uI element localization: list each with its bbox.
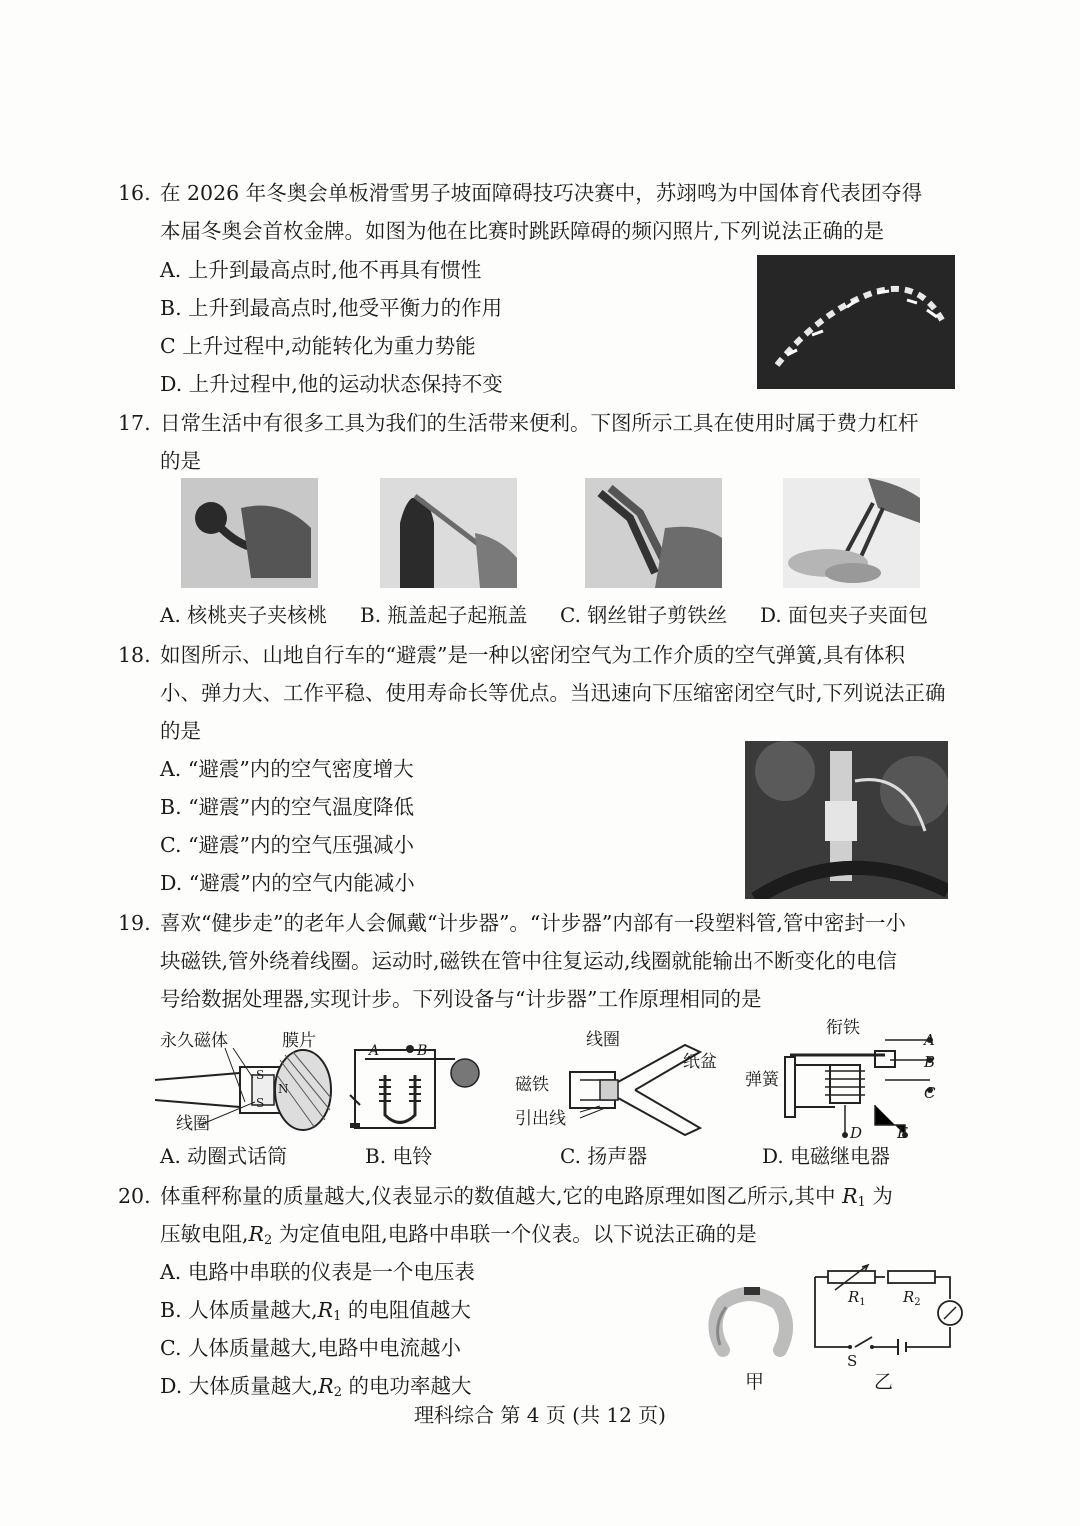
q20-option-d-end: 的电功率越大 (341, 1374, 472, 1398)
bike-suspension-photo (745, 741, 948, 899)
label-pole-s1: S (256, 1068, 265, 1082)
q18-option-d: D. “避震”内的空气内能减小 (160, 871, 415, 895)
label-magnet-c: 磁铁 (515, 1075, 549, 1095)
snowboard-strobe-photo (757, 255, 955, 389)
q19-stem-line3: 号给数据处理器,实现计步。下列设备与“计步器”工作原理相同的是 (160, 987, 762, 1011)
q20-option-b (160, 1296, 471, 1331)
q18-option-a: A. “避震”内的空气密度增大 (160, 757, 414, 781)
circuit-figure-yi (810, 1265, 960, 1355)
q19-stem-line2: 块磁铁,管外绕着线圈。运动时,磁铁在管中往复运动,线圈就能输出不断变化的电信 (160, 949, 898, 973)
label-permanent-magnet: 永久磁体 (160, 1031, 228, 1051)
q20-option-d-sub: 2 (333, 1385, 342, 1400)
q16-option-c: C 上升过程中,动能转化为重力势能 (160, 334, 476, 358)
q18-stem-line2: 小、弹力大、工作平稳、使用寿命长等优点。当迅速向下压缩密闭空气时,下列说法正确 (160, 681, 946, 705)
q20-stem-line2-end: 为定值电阻,电路中串联一个仪表。以下说法正确的是 (272, 1222, 757, 1246)
electric-bell-diagram (345, 1035, 485, 1135)
figure-label-jia: 甲 (745, 1371, 765, 1393)
label-spring: 弹簧 (745, 1070, 779, 1090)
label-relay-d: D (850, 1124, 863, 1142)
q19-stem-line1: 喜欢“健步走”的老年人会佩戴“计步器”。“计步器”内部有一段塑料管,管中密封一小 (160, 911, 906, 935)
q20-r2-symbol: R (248, 1222, 264, 1246)
q20-stem-line1-text: 体重秤称量的质量越大,仪表显示的数值越大,它的电路原理如图乙所示,其中 (160, 1184, 843, 1208)
q19-option-c: C. 扬声器 (560, 1144, 648, 1168)
label-diaphragm: 膜片 (282, 1031, 316, 1051)
q18-option-c: C. “避震”内的空气压强减小 (160, 833, 414, 857)
q17-stem-line1: 日常生活中有很多工具为我们的生活带来便利。下图所示工具在使用时属于费力杠杆 (160, 411, 919, 435)
label-point-b: B (417, 1043, 428, 1059)
bread-tongs-photo (783, 478, 920, 588)
label-pole-s2: S (256, 1096, 265, 1110)
q16-stem-line1: 在 2026 年冬奥会单板滑雪男子坡面障碍技巧决赛中，苏翊鸣为中国体育代表团夺得 (160, 181, 923, 205)
q16-stem-line2: 本届冬奥会首枚金牌。如图为他在比赛时跳跃障碍的频闪照片,下列说法正确的是 (160, 219, 885, 243)
q20-option-d-text: D. 大体质量越大, (160, 1374, 319, 1398)
q19-option-b: B. 电铃 (365, 1144, 433, 1168)
q20-option-b-r: R (317, 1298, 334, 1322)
label-relay-a: A (924, 1031, 935, 1049)
circuit-r2-symbol: R (903, 1288, 915, 1306)
label-relay-e: E (897, 1124, 908, 1142)
label-lead-wire: 引出线 (515, 1109, 566, 1129)
q20-stem-line1-end: 为 (865, 1184, 893, 1208)
walnut-cracker-photo (181, 478, 318, 588)
figure-label-yi: 乙 (874, 1371, 894, 1393)
label-point-a: A (369, 1043, 380, 1059)
q19-number: 19. (118, 911, 151, 935)
q17-option-d: D. 面包夹子夹面包 (760, 603, 929, 627)
q18-option-b: B. “避震”内的空气温度降低 (160, 795, 415, 819)
q17-number: 17. (118, 411, 151, 435)
q20-r1-symbol: R (842, 1184, 858, 1208)
q18-stem-line3: 的是 (160, 719, 201, 743)
label-coil-a: 线圈 (176, 1114, 210, 1134)
label-coil-c: 线圈 (586, 1030, 620, 1050)
q20-stem-line1 (160, 1182, 893, 1217)
label-relay-c: C (924, 1084, 936, 1102)
q20-number: 20. (118, 1184, 151, 1208)
circuit-switch-label: S (847, 1352, 858, 1370)
q17-option-c: C. 钢丝钳子剪铁丝 (560, 603, 728, 627)
page-footer: 理科综合 第 4 页 (共 12 页) (414, 1403, 666, 1427)
q16-option-d: D. 上升过程中,他的运动状态保持不变 (160, 372, 503, 396)
q20-option-b-text: B. 人体质量越大, (160, 1298, 318, 1322)
circuit-r1-symbol: R (848, 1288, 860, 1306)
circuit-r2-label (903, 1287, 921, 1313)
pliers-photo (585, 478, 722, 588)
q19-option-a: A. 动圈式话筒 (160, 1144, 288, 1168)
q17-option-a: A. 核桃夹子夹核桃 (160, 603, 328, 627)
label-relay-b: B (924, 1053, 936, 1071)
circuit-r1-subscript: 1 (859, 1297, 866, 1308)
label-armature: 衔铁 (826, 1018, 860, 1038)
q20-option-d-r: R (318, 1374, 334, 1398)
q20-stem-line2-text: 压敏电阻, (160, 1222, 249, 1246)
circuit-r1-label (848, 1287, 866, 1313)
q20-r2-subscript: 2 (263, 1233, 273, 1248)
q18-number: 18. (118, 643, 151, 667)
q20-option-b-end: 的电阻值越大 (341, 1298, 471, 1322)
label-pole-n: N (278, 1082, 289, 1096)
q17-option-b: B. 瓶盖起子起瓶盖 (360, 603, 528, 627)
q20-stem-line2 (160, 1220, 757, 1255)
q18-stem-line1: 如图所示、山地自行车的“避震”是一种以密闭空气为工作介质的空气弹簧,具有体积 (160, 643, 905, 667)
q16-option-a: A. 上升到最高点时,他不再具有惯性 (160, 258, 482, 282)
q20-option-c: C. 人体质量越大,电路中电流越小 (160, 1336, 462, 1360)
bottle-opener-photo (380, 478, 517, 588)
q17-stem-line2: 的是 (160, 449, 201, 473)
scale-figure-jia (708, 1285, 798, 1365)
label-paper-cone: 纸盆 (683, 1052, 717, 1072)
q20-option-a: A. 电路中串联的仪表是一个电压表 (160, 1260, 475, 1284)
q20-r1-subscript: 1 (857, 1195, 866, 1210)
q16-option-b: B. 上升到最高点时,他受平衡力的作用 (160, 296, 503, 320)
q16-number: 16. (118, 181, 151, 205)
q20-option-b-sub: 1 (333, 1309, 342, 1324)
q19-option-d: D. 电磁继电器 (762, 1144, 891, 1168)
circuit-r2-subscript: 2 (914, 1297, 921, 1308)
